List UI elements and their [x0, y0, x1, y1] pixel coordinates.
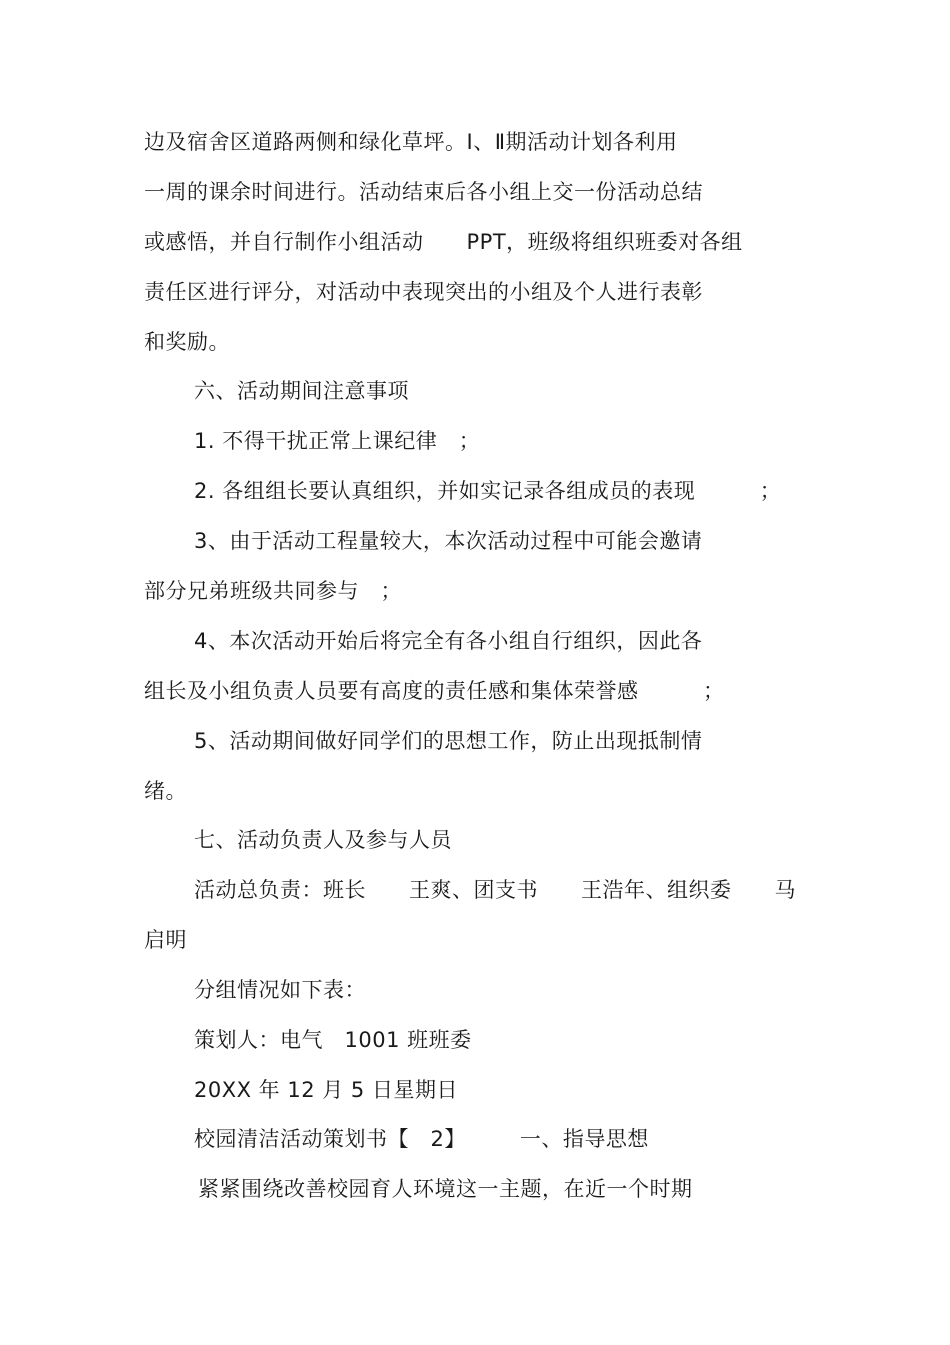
list-item: 3、由于活动工程量较大，本次活动过程中可能会邀请 — [194, 529, 703, 553]
paragraph-line: 边及宿舍区道路两侧和绿化草坪。Ⅰ、Ⅱ期活动计划各利用 — [144, 130, 678, 154]
list-item: 5、活动期间做好同学们的思想工作，防止出现抵制情 — [194, 729, 703, 753]
paragraph-line: 一周的课余时间进行。活动结束后各小组上交一份活动总结 — [144, 180, 703, 204]
planner-line: 策划人：电气 1001 班班委 — [194, 1028, 472, 1052]
paragraph-line: 分组情况如下表： — [194, 978, 366, 1002]
list-item-continuation: 部分兄弟班级共同参与 ； — [144, 579, 402, 603]
paragraph-line: 启明 — [144, 928, 187, 952]
section-heading: 七、活动负责人及参与人员 — [194, 828, 452, 852]
list-item: 1. 不得干扰正常上课纪律 ； — [194, 429, 481, 453]
paragraph-line: 责任区进行评分，对活动中表现突出的小组及个人进行表彰 — [144, 280, 703, 304]
paragraph-line: 活动总负责：班长 王爽、团支书 王浩年、组织委 马 — [194, 878, 796, 902]
section-heading: 六、活动期间注意事项 — [194, 379, 409, 403]
paragraph-line: 和奖励。 — [144, 330, 230, 354]
paragraph-line: 或感悟，并自行制作小组活动 PPT，班级将组织班委对各组 — [144, 230, 743, 254]
date-line: 20XX 年 12 月 5 日星期日 — [194, 1078, 458, 1102]
list-item: 4、本次活动开始后将完全有各小组自行组织，因此各 — [194, 629, 703, 653]
list-item-continuation: 组长及小组负责人员要有高度的责任感和集体荣誉感 ； — [144, 679, 725, 703]
list-item: 2. 各组组长要认真组织，并如实记录各组成员的表现 ； — [194, 479, 782, 503]
document-title-line: 校园清洁活动策划书【 2】 一、指导思想 — [194, 1127, 649, 1151]
list-item-continuation: 绪。 — [144, 779, 187, 803]
paragraph-line: 紧紧围绕改善校园育人环境这一主题，在近一个时期 — [198, 1177, 693, 1201]
